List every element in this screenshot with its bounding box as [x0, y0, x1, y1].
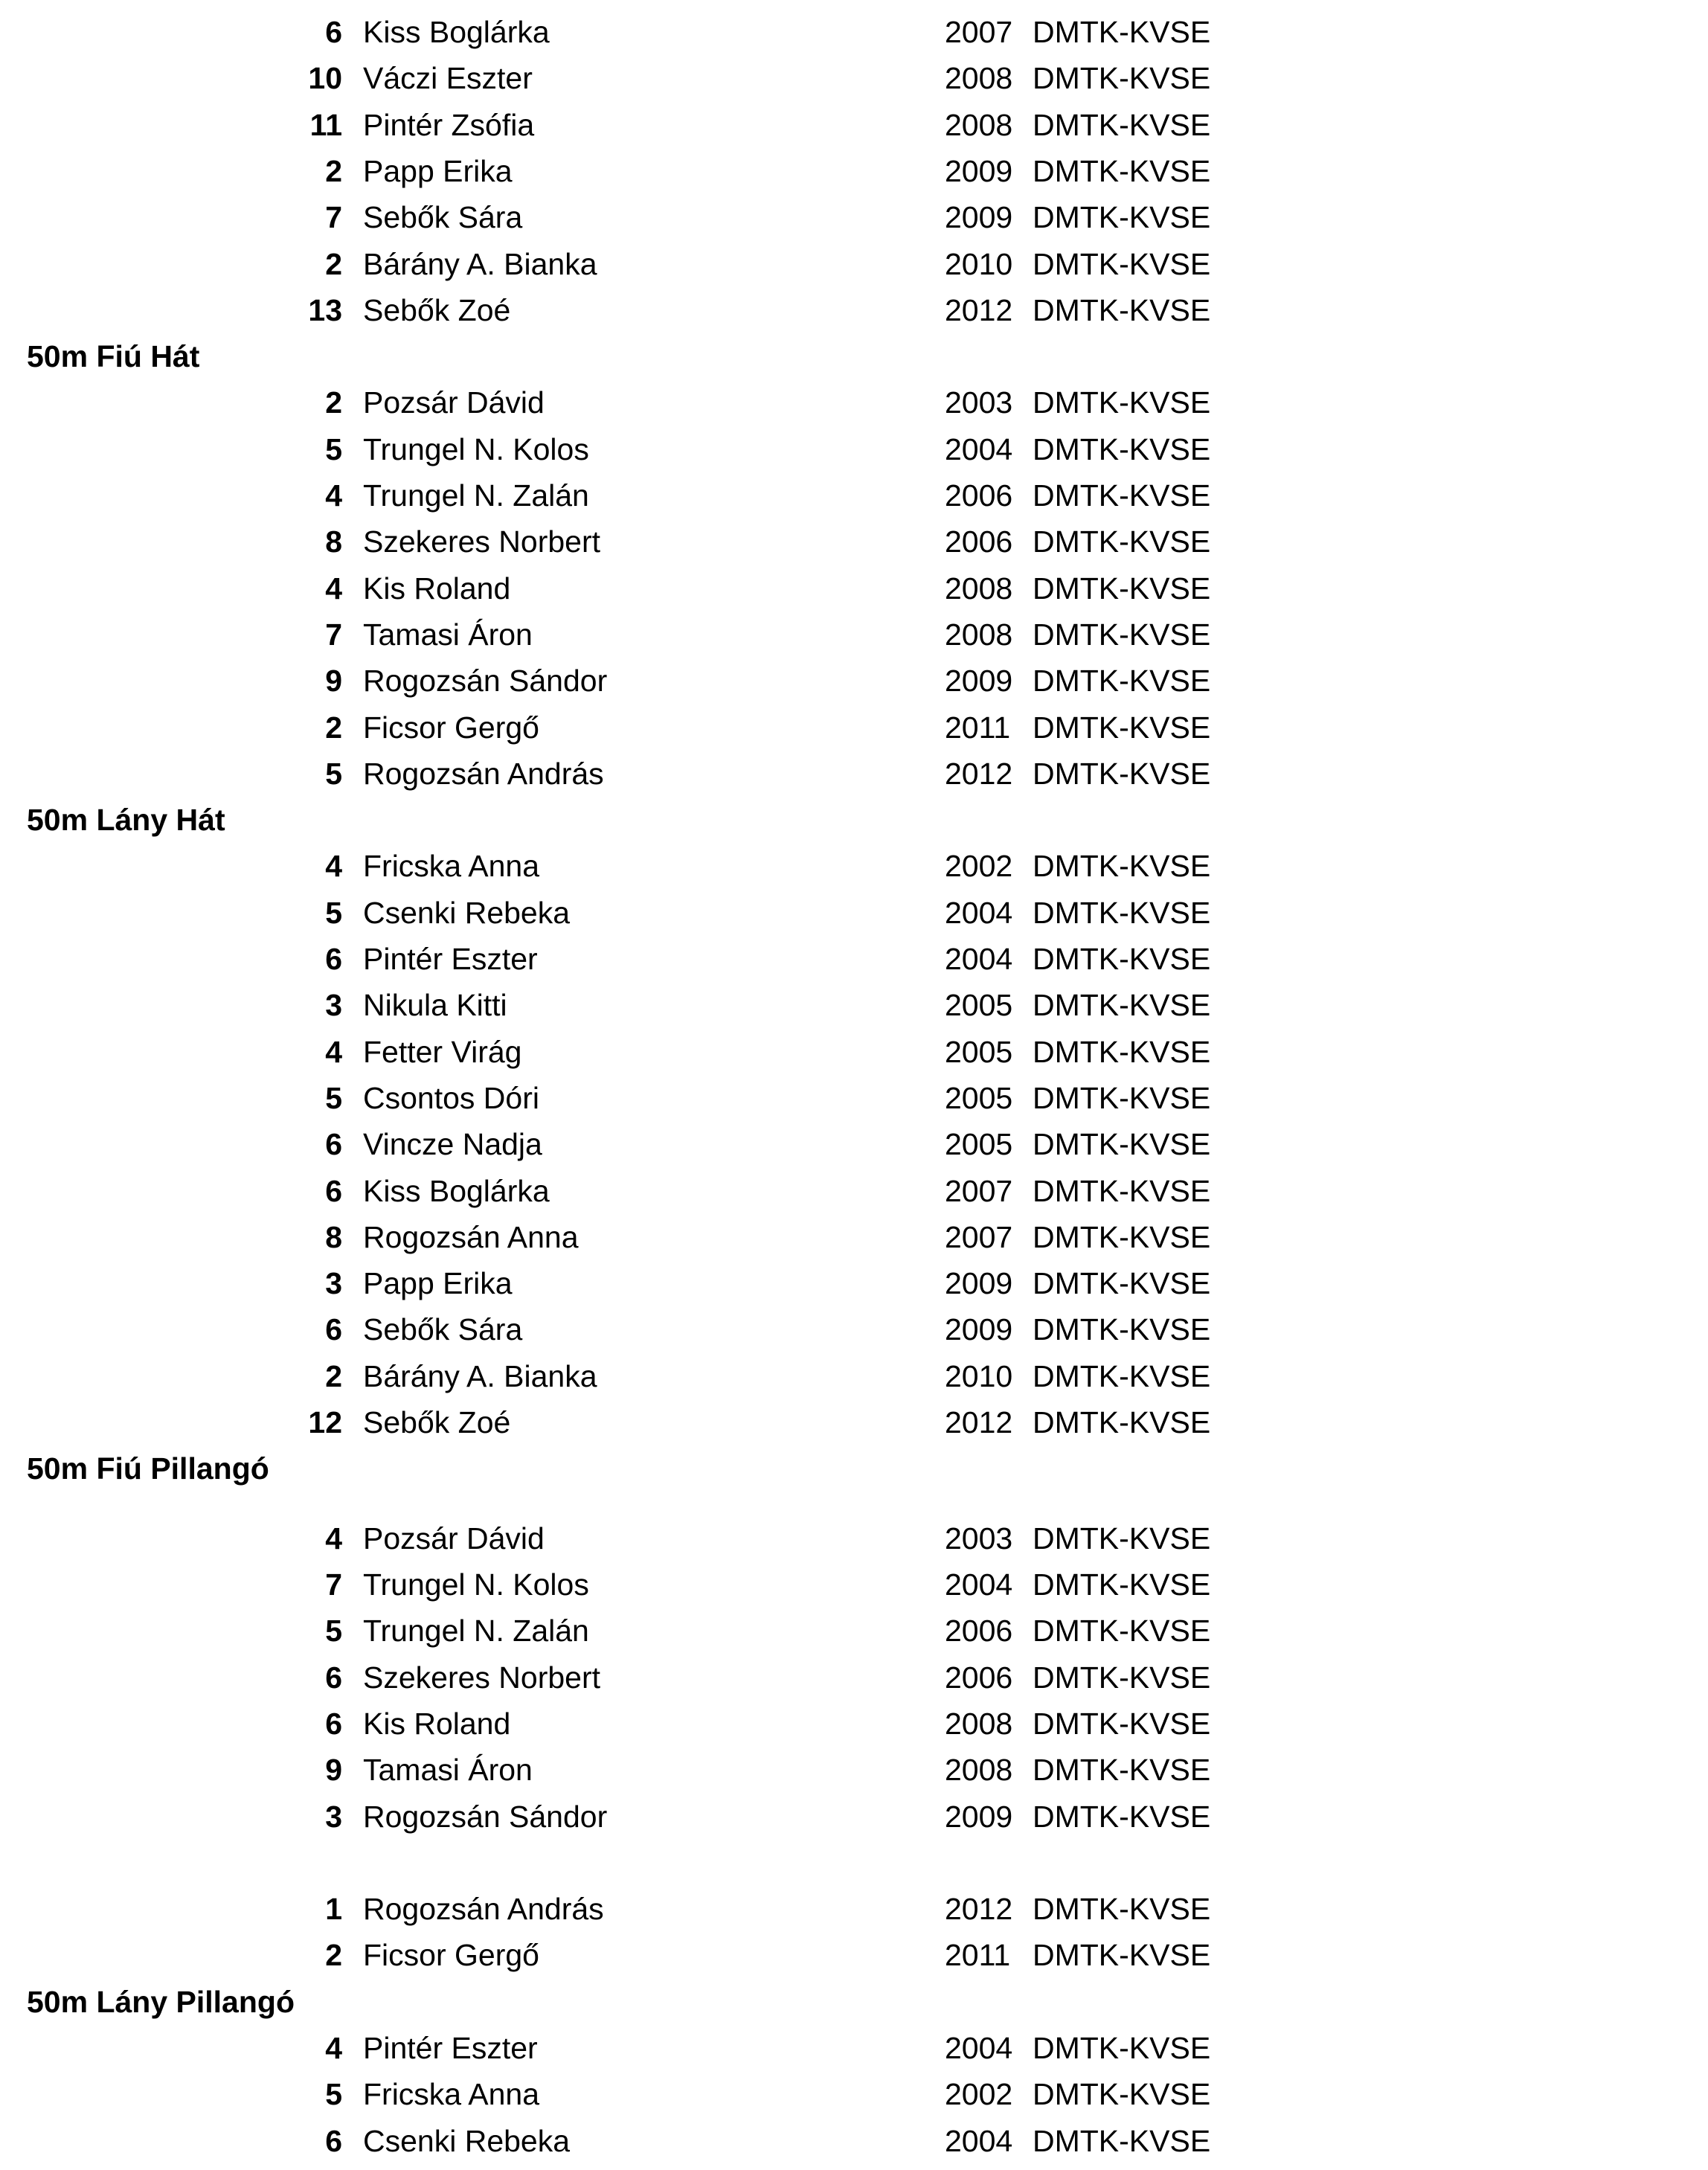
- birth-year: 2007: [945, 15, 1013, 49]
- swimmer-name: Pozsár Dávid: [363, 385, 545, 420]
- swimmer-name: Pozsár Dávid: [363, 1521, 545, 1556]
- swimmer-name: Pintér Eszter: [363, 2031, 538, 2066]
- swimmer-name: Kiss Boglárka: [363, 1173, 550, 1208]
- placement: 3: [325, 1266, 342, 1301]
- placement: 3: [325, 1799, 342, 1834]
- birth-year: 2010: [945, 1358, 1013, 1393]
- swimmer-name: Trungel N. Zalán: [363, 1614, 589, 1649]
- placement: 2: [325, 1938, 342, 1973]
- result-row: [0, 379, 1708, 426]
- result-row: [0, 1794, 1708, 1840]
- result-row: [0, 472, 1708, 519]
- club-name: DMTK-KVSE: [1033, 1312, 1211, 1347]
- birth-year: 2008: [945, 617, 1013, 652]
- birth-year: 2004: [945, 2123, 1013, 2158]
- placement: 7: [325, 1567, 342, 1602]
- swimmer-name: Szekeres Norbert: [363, 1660, 601, 1695]
- event-heading: 50m Lány Pillangó: [27, 1984, 295, 2019]
- result-row: [0, 1886, 1708, 1932]
- club-name: DMTK-KVSE: [1033, 756, 1211, 791]
- club-name: DMTK-KVSE: [1033, 2077, 1211, 2112]
- club-name: DMTK-KVSE: [1033, 1521, 1211, 1556]
- swimmer-name: Csontos Dóri: [363, 1080, 539, 1115]
- result-row: [0, 2025, 1708, 2071]
- club-name: DMTK-KVSE: [1033, 2123, 1211, 2158]
- club-name: DMTK-KVSE: [1033, 15, 1211, 49]
- result-row: [0, 241, 1708, 287]
- birth-year: 2008: [945, 571, 1013, 606]
- club-name: DMTK-KVSE: [1033, 2031, 1211, 2066]
- club-name: DMTK-KVSE: [1033, 849, 1211, 884]
- result-row: [0, 1608, 1708, 1654]
- result-row: [0, 1214, 1708, 1260]
- birth-year: 2009: [945, 664, 1013, 699]
- birth-year: 2004: [945, 2031, 1013, 2066]
- swimmer-name: Ficsor Gergő: [363, 1938, 539, 1973]
- swimmer-name: Nikula Kitti: [363, 988, 507, 1023]
- placement: 8: [325, 1219, 342, 1254]
- birth-year: 2012: [945, 756, 1013, 791]
- placement: 11: [309, 107, 342, 142]
- result-row: [0, 2071, 1708, 2117]
- placement: 12: [308, 1405, 342, 1439]
- club-name: DMTK-KVSE: [1033, 895, 1211, 930]
- result-row: [0, 1515, 1708, 1561]
- club-name: DMTK-KVSE: [1033, 1938, 1211, 1973]
- result-row: [0, 1654, 1708, 1701]
- placement: 6: [325, 942, 342, 976]
- swimmer-name: Trungel N. Kolos: [363, 431, 589, 466]
- swimmer-name: Váczi Eszter: [363, 61, 533, 96]
- swimmer-name: Sebők Sára: [363, 200, 523, 235]
- placement: 2: [325, 1358, 342, 1393]
- club-name: DMTK-KVSE: [1033, 1173, 1211, 1208]
- result-row: [0, 1121, 1708, 1167]
- birth-year: 2008: [945, 1753, 1013, 1788]
- result-row: [0, 1701, 1708, 1747]
- birth-year: 2011: [945, 1938, 1011, 1973]
- placement: 4: [325, 571, 342, 606]
- placement: 9: [325, 664, 342, 699]
- result-row: [0, 519, 1708, 565]
- result-row: [0, 148, 1708, 194]
- swimmer-name: Papp Erika: [363, 1266, 513, 1301]
- event-heading: 50m Fiú Hát: [27, 339, 200, 374]
- birth-year: 2005: [945, 1080, 1013, 1115]
- birth-year: 2011: [945, 710, 1011, 745]
- swimmer-name: Rogozsán András: [363, 1892, 604, 1927]
- swimmer-name: Kis Roland: [363, 1706, 511, 1741]
- result-row: [0, 1075, 1708, 1121]
- birth-year: 2006: [945, 524, 1013, 559]
- placement: 7: [325, 617, 342, 652]
- swimmer-name: Kiss Boglárka: [363, 15, 550, 49]
- swimmer-name: Fetter Virág: [363, 1034, 522, 1069]
- swimmer-name: Papp Erika: [363, 153, 513, 188]
- placement: 5: [325, 756, 342, 791]
- placement: 2: [325, 153, 342, 188]
- result-row: [0, 704, 1708, 751]
- swimmer-name: Rogozsán Sándor: [363, 1799, 608, 1834]
- club-name: DMTK-KVSE: [1033, 710, 1211, 745]
- birth-year: 2004: [945, 1567, 1013, 1602]
- club-name: DMTK-KVSE: [1033, 1080, 1211, 1115]
- club-name: DMTK-KVSE: [1033, 571, 1211, 606]
- placement: 13: [308, 292, 342, 327]
- swimmer-name: Bárány A. Bianka: [363, 1358, 597, 1393]
- birth-year: 2006: [945, 478, 1013, 513]
- swimmer-name: Bárány A. Bianka: [363, 246, 597, 281]
- placement: 6: [325, 1173, 342, 1208]
- placement: 5: [325, 1614, 342, 1649]
- club-name: DMTK-KVSE: [1033, 988, 1211, 1023]
- result-row: [0, 102, 1708, 148]
- placement: 6: [325, 1660, 342, 1695]
- result-row: [0, 287, 1708, 333]
- swimmer-name: Trungel N. Kolos: [363, 1567, 589, 1602]
- swimmer-name: Rogozsán András: [363, 756, 604, 791]
- birth-year: 2012: [945, 1892, 1013, 1927]
- swimmer-name: Szekeres Norbert: [363, 524, 601, 559]
- birth-year: 2006: [945, 1660, 1013, 1695]
- club-name: DMTK-KVSE: [1033, 1799, 1211, 1834]
- birth-year: 2005: [945, 1034, 1013, 1069]
- birth-year: 2010: [945, 246, 1013, 281]
- club-name: DMTK-KVSE: [1033, 1405, 1211, 1439]
- swimmer-name: Pintér Zsófia: [363, 107, 535, 142]
- club-name: DMTK-KVSE: [1033, 1219, 1211, 1254]
- club-name: DMTK-KVSE: [1033, 1614, 1211, 1649]
- birth-year: 2006: [945, 1614, 1013, 1649]
- club-name: DMTK-KVSE: [1033, 664, 1211, 699]
- result-row: [0, 1747, 1708, 1793]
- placement: 6: [325, 1127, 342, 1162]
- event-heading: 50m Lány Hát: [27, 803, 225, 838]
- result-row: [0, 1399, 1708, 1445]
- placement: 3: [325, 988, 342, 1023]
- swimmer-name: Sebők Sára: [363, 1312, 523, 1347]
- birth-year: 2007: [945, 1219, 1013, 1254]
- club-name: DMTK-KVSE: [1033, 1892, 1211, 1927]
- club-name: DMTK-KVSE: [1033, 292, 1211, 327]
- result-row: [0, 658, 1708, 704]
- club-name: DMTK-KVSE: [1033, 524, 1211, 559]
- event-heading: 50m Fiú Pillangó: [27, 1451, 269, 1486]
- birth-year: 2005: [945, 988, 1013, 1023]
- swimmer-name: Fricska Anna: [363, 849, 539, 884]
- result-row: [0, 1168, 1708, 1214]
- birth-year: 2012: [945, 1405, 1013, 1439]
- placement: 2: [325, 246, 342, 281]
- placement: 2: [325, 710, 342, 745]
- club-name: DMTK-KVSE: [1033, 431, 1211, 466]
- club-name: DMTK-KVSE: [1033, 1567, 1211, 1602]
- placement: 5: [325, 2077, 342, 2112]
- result-row: [0, 982, 1708, 1028]
- birth-year: 2003: [945, 385, 1013, 420]
- club-name: DMTK-KVSE: [1033, 1127, 1211, 1162]
- swimmer-name: Pintér Eszter: [363, 942, 538, 976]
- placement: 6: [325, 1706, 342, 1741]
- placement: 4: [325, 2031, 342, 2066]
- placement: 8: [325, 524, 342, 559]
- birth-year: 2008: [945, 1706, 1013, 1741]
- placement: 5: [325, 431, 342, 466]
- club-name: DMTK-KVSE: [1033, 246, 1211, 281]
- placement: 9: [325, 1753, 342, 1788]
- placement: 5: [325, 1080, 342, 1115]
- club-name: DMTK-KVSE: [1033, 478, 1211, 513]
- birth-year: 2009: [945, 153, 1013, 188]
- result-row: [0, 1260, 1708, 1306]
- result-row: [0, 9, 1708, 55]
- result-row: [0, 751, 1708, 797]
- result-row: [0, 194, 1708, 240]
- placement: 10: [308, 61, 342, 96]
- placement: 4: [325, 1034, 342, 1069]
- result-row: [0, 55, 1708, 101]
- club-name: DMTK-KVSE: [1033, 1266, 1211, 1301]
- birth-year: 2012: [945, 292, 1013, 327]
- swimmer-name: Sebők Zoé: [363, 1405, 511, 1439]
- swimmer-name: Csenki Rebeka: [363, 895, 571, 930]
- result-row: [0, 565, 1708, 611]
- club-name: DMTK-KVSE: [1033, 153, 1211, 188]
- result-row: [0, 2118, 1708, 2164]
- club-name: DMTK-KVSE: [1033, 385, 1211, 420]
- result-row: [0, 426, 1708, 472]
- placement: 4: [325, 1521, 342, 1556]
- club-name: DMTK-KVSE: [1033, 1358, 1211, 1393]
- swimmer-name: Fricska Anna: [363, 2077, 539, 2112]
- placement: 7: [325, 200, 342, 235]
- placement: 6: [325, 15, 342, 49]
- birth-year: 2004: [945, 942, 1013, 976]
- result-row: [0, 1561, 1708, 1608]
- club-name: DMTK-KVSE: [1033, 200, 1211, 235]
- birth-year: 2004: [945, 895, 1013, 930]
- birth-year: 2005: [945, 1127, 1013, 1162]
- birth-year: 2009: [945, 200, 1013, 235]
- club-name: DMTK-KVSE: [1033, 1660, 1211, 1695]
- birth-year: 2008: [945, 61, 1013, 96]
- placement: 4: [325, 849, 342, 884]
- swimmer-name: Vincze Nadja: [363, 1127, 542, 1162]
- placement: 4: [325, 478, 342, 513]
- swimmer-name: Csenki Rebeka: [363, 2123, 571, 2158]
- club-name: DMTK-KVSE: [1033, 1034, 1211, 1069]
- placement: 6: [325, 1312, 342, 1347]
- placement: 2: [325, 385, 342, 420]
- placement: 5: [325, 895, 342, 930]
- result-row: [0, 843, 1708, 889]
- swimmer-name: Trungel N. Zalán: [363, 478, 589, 513]
- club-name: DMTK-KVSE: [1033, 1706, 1211, 1741]
- birth-year: 2002: [945, 2077, 1013, 2112]
- swimmer-name: Rogozsán Sándor: [363, 664, 608, 699]
- placement: 6: [325, 2123, 342, 2158]
- club-name: DMTK-KVSE: [1033, 107, 1211, 142]
- placement: 1: [325, 1892, 342, 1927]
- birth-year: 2009: [945, 1799, 1013, 1834]
- swimmer-name: Tamasi Áron: [363, 1753, 533, 1788]
- swimmer-name: Ficsor Gergő: [363, 710, 539, 745]
- birth-year: 2002: [945, 849, 1013, 884]
- swimmer-name: Rogozsán Anna: [363, 1219, 579, 1254]
- club-name: DMTK-KVSE: [1033, 617, 1211, 652]
- birth-year: 2003: [945, 1521, 1013, 1556]
- result-row: [0, 611, 1708, 658]
- swimmer-name: Kis Roland: [363, 571, 511, 606]
- birth-year: 2009: [945, 1266, 1013, 1301]
- result-row: [0, 1932, 1708, 1978]
- result-row: [0, 1306, 1708, 1352]
- swimmer-name: Tamasi Áron: [363, 617, 533, 652]
- result-row: [0, 1353, 1708, 1399]
- result-row: [0, 936, 1708, 982]
- swimmer-name: Sebők Zoé: [363, 292, 511, 327]
- result-row: [0, 890, 1708, 936]
- result-row: [0, 1029, 1708, 1075]
- birth-year: 2007: [945, 1173, 1013, 1208]
- club-name: DMTK-KVSE: [1033, 942, 1211, 976]
- birth-year: 2009: [945, 1312, 1013, 1347]
- birth-year: 2004: [945, 431, 1013, 466]
- birth-year: 2008: [945, 107, 1013, 142]
- club-name: DMTK-KVSE: [1033, 61, 1211, 96]
- club-name: DMTK-KVSE: [1033, 1753, 1211, 1788]
